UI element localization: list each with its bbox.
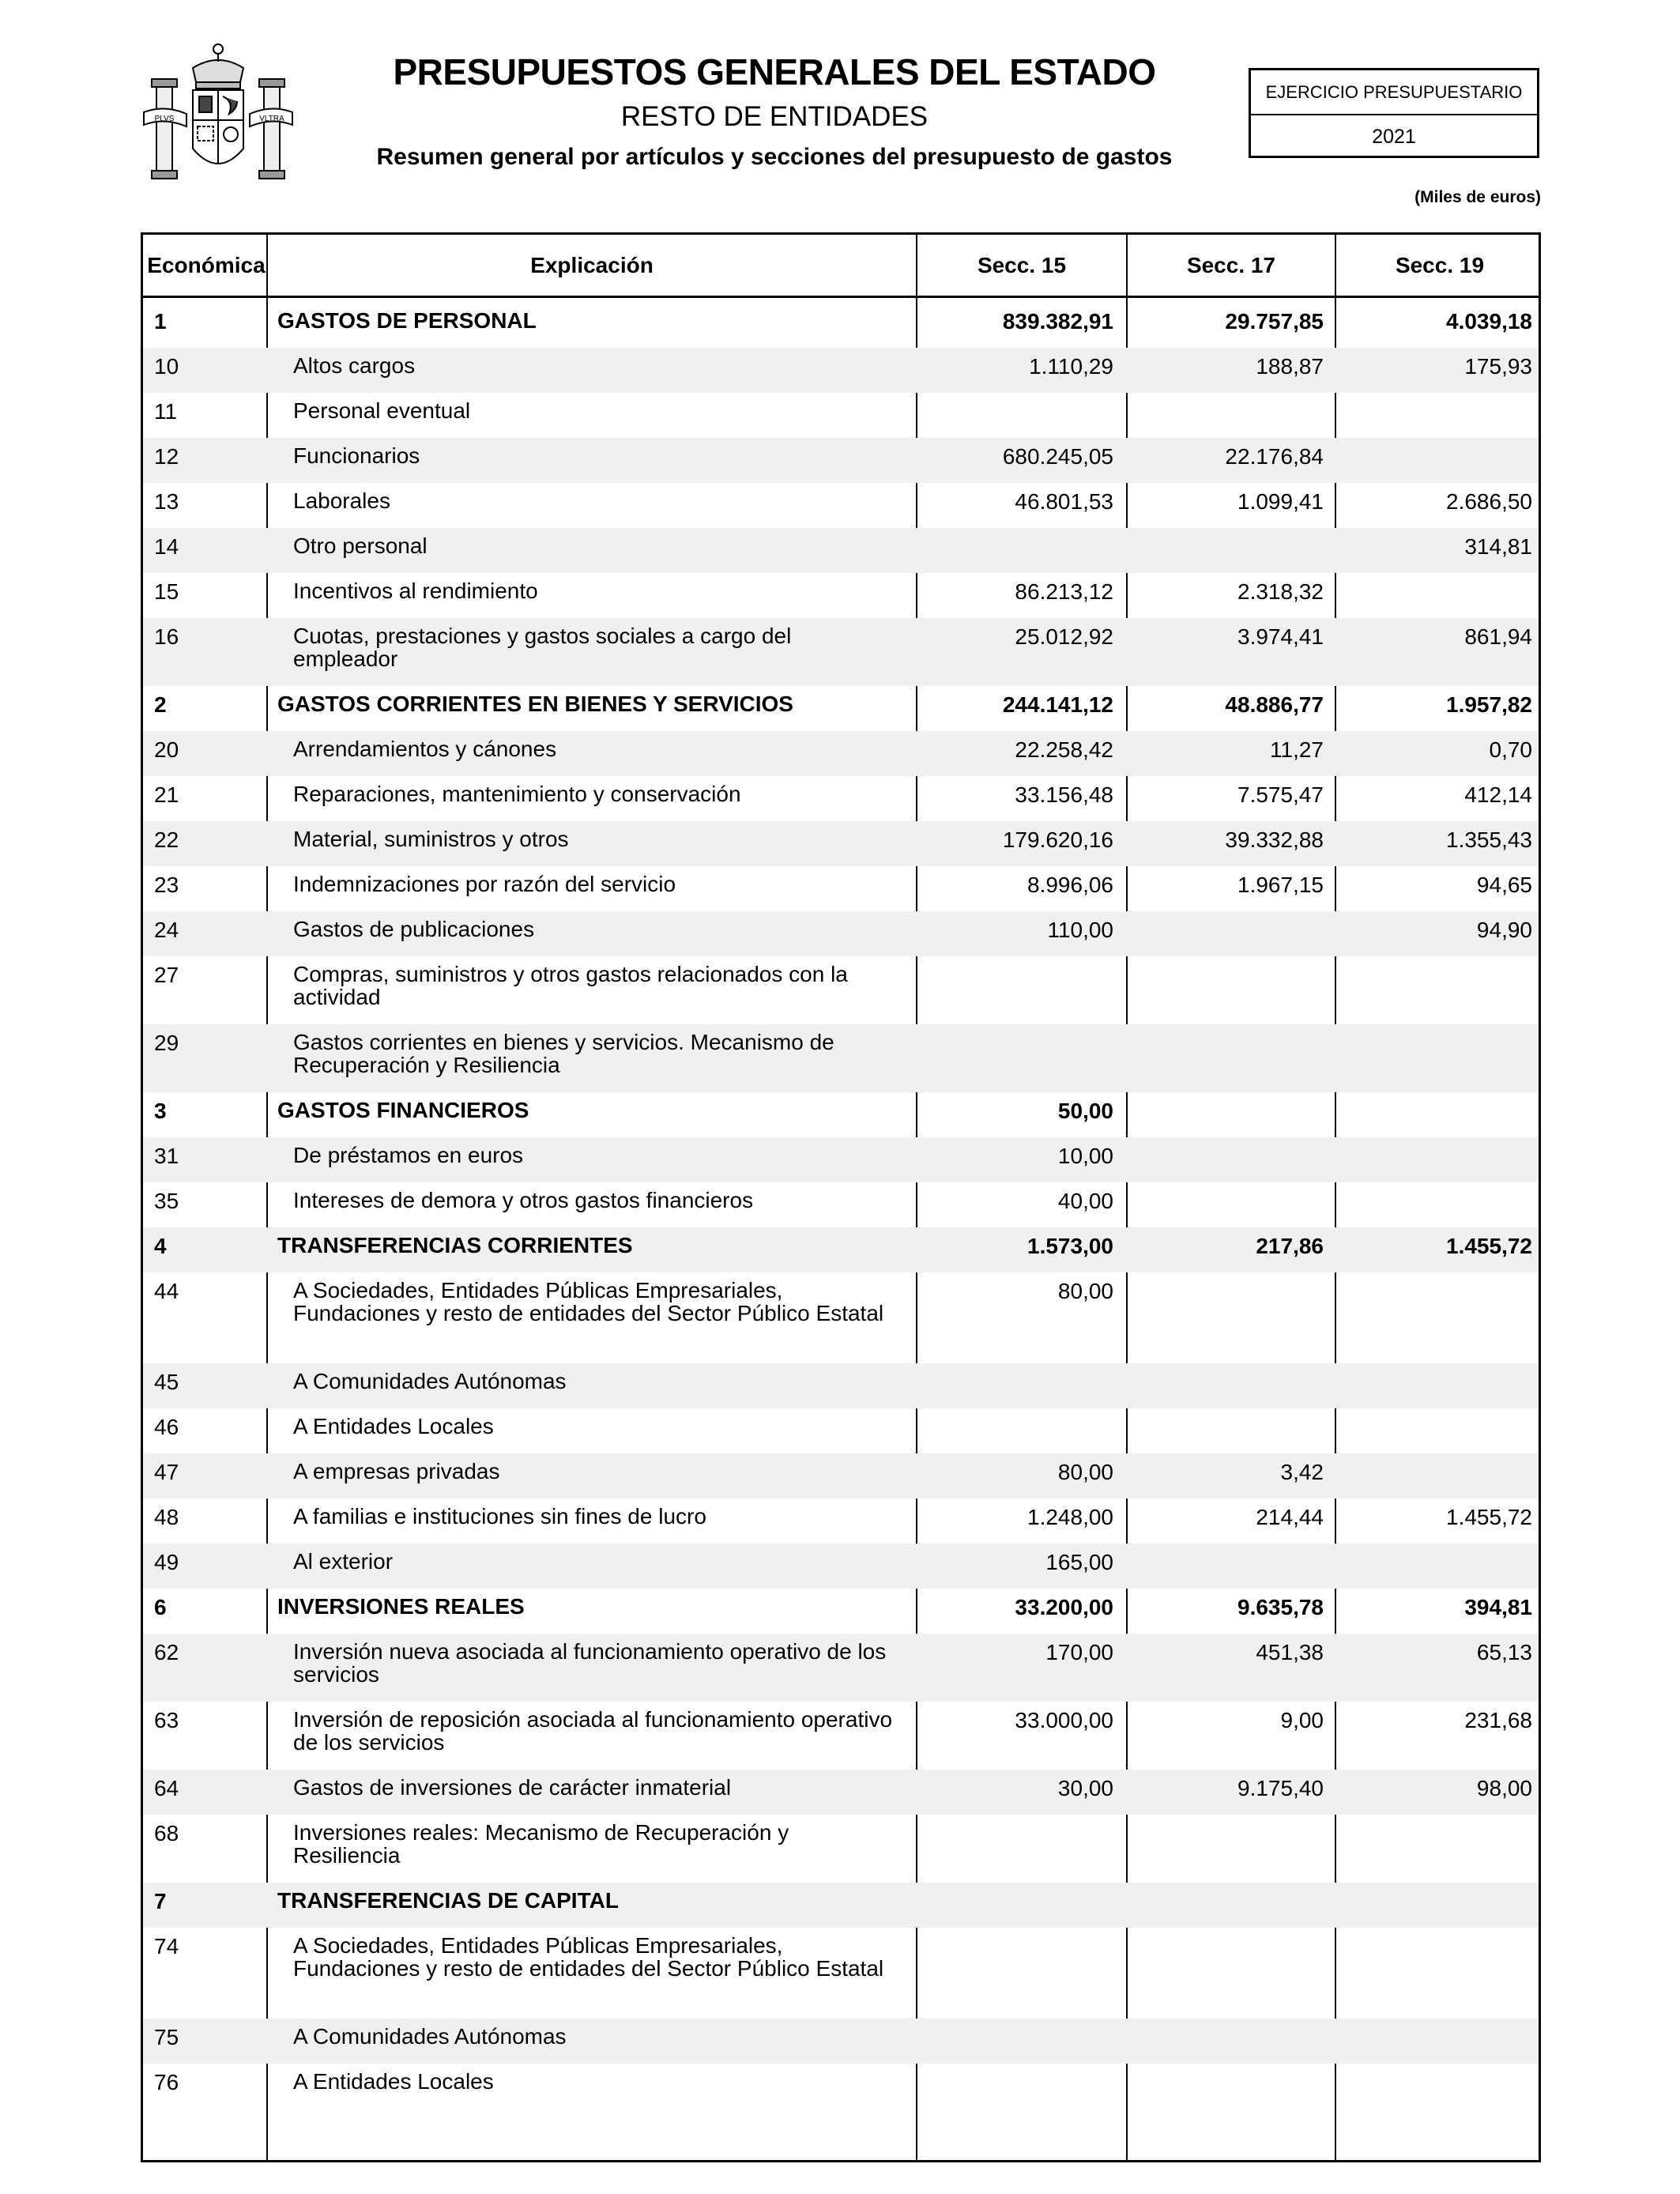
- row-explanation: Gastos de inversiones de carácter inmaterial: [293, 1775, 732, 1800]
- ejercicio-year: 2021: [1372, 126, 1416, 148]
- row-code: 44: [154, 1279, 179, 1303]
- row-secc-19: 1.455,72: [1446, 1505, 1532, 1529]
- row-explanation: GASTOS FINANCIEROS: [277, 1098, 529, 1122]
- row-code: 63: [154, 1708, 179, 1732]
- row-secc-19: 98,00: [1476, 1776, 1532, 1800]
- row-explanation: Arrendamientos y cánones: [293, 737, 557, 761]
- table-row: [143, 956, 1539, 1024]
- row-explanation: Gastos de publicaciones: [293, 917, 535, 941]
- page-description: Resumen general por artículos y secciones del presupuesto de gastos: [376, 144, 1173, 170]
- row-code: 24: [154, 918, 179, 942]
- table-row: [143, 776, 1539, 821]
- row-secc-15: 46.801,53: [1015, 489, 1113, 514]
- row-explanation: De préstamos en euros: [293, 1143, 524, 1167]
- row-secc-19: 412,14: [1464, 782, 1532, 807]
- row-explanation: Reparaciones, mantenimiento y conservación: [293, 782, 741, 806]
- table-row: [143, 573, 1539, 618]
- table-body: [143, 303, 1539, 2109]
- row-secc-15: 170,00: [1045, 1640, 1113, 1664]
- row-explanation: A Sociedades, Entidades Públicas Empresariales, Fundaciones y resto de entidades del Sector Público Estatal: [293, 1933, 884, 1981]
- row-code: 62: [154, 1640, 179, 1664]
- row-code: 47: [154, 1460, 179, 1484]
- row-secc-15: 179.620,16: [1002, 827, 1113, 852]
- row-secc-19: 0,70: [1489, 737, 1532, 762]
- row-code: 75: [154, 2025, 179, 2049]
- page-title: PRESUPUESTOS GENERALES DEL ESTADO: [393, 51, 1156, 92]
- row-code: 14: [154, 534, 179, 559]
- row-secc-17: 9,00: [1280, 1708, 1324, 1732]
- row-explanation: Laborales: [293, 488, 390, 513]
- units-note: (Miles de euros): [1414, 188, 1541, 206]
- row-code: 64: [154, 1776, 179, 1800]
- row-explanation: Inversión nueva asociada al funcionamiento operativo de los servicios: [293, 1639, 887, 1687]
- row-secc-15: 1.573,00: [1027, 1234, 1113, 1258]
- row-explanation: Inversión de reposición asociada al funcionamiento operativo de los servicios: [293, 1707, 893, 1755]
- row-secc-17: 48.886,77: [1225, 692, 1324, 717]
- row-secc-15: 86.213,12: [1015, 579, 1113, 604]
- row-explanation: A Comunidades Autónomas: [293, 1369, 567, 1393]
- row-secc-19: 314,81: [1464, 534, 1532, 559]
- row-secc-19: 231,68: [1464, 1708, 1532, 1732]
- row-secc-17: 9.635,78: [1237, 1595, 1324, 1619]
- table-row: [143, 686, 1539, 731]
- row-secc-17: 2.318,32: [1237, 579, 1324, 604]
- header-secc-19: Secc. 19: [1395, 253, 1485, 277]
- row-secc-15: 33.000,00: [1015, 1708, 1113, 1732]
- ejercicio-box: [1249, 68, 1539, 158]
- title-block: [316, 46, 1233, 179]
- row-code: 22: [154, 827, 179, 852]
- row-secc-15: 165,00: [1045, 1550, 1113, 1574]
- row-code: 76: [154, 2070, 179, 2094]
- row-secc-15: 33.156,48: [1015, 782, 1113, 807]
- header-economica: Económica: [147, 253, 266, 277]
- row-explanation: Intereses de demora y otros gastos financieros: [293, 1188, 754, 1212]
- row-code: 68: [154, 1821, 179, 1845]
- table-row: [143, 731, 1539, 776]
- row-secc-15: 50,00: [1057, 1099, 1113, 1123]
- row-secc-17: 9.175,40: [1237, 1776, 1324, 1800]
- table-row: [143, 528, 1539, 573]
- row-secc-15: 30,00: [1057, 1776, 1113, 1800]
- row-secc-17: 29.757,85: [1225, 309, 1324, 334]
- row-code: 16: [154, 624, 179, 649]
- row-secc-19: 861,94: [1464, 624, 1532, 649]
- row-secc-19: 1.455,72: [1446, 1234, 1532, 1258]
- row-secc-17: 217,86: [1256, 1234, 1324, 1258]
- table-row: [143, 1702, 1539, 1770]
- table-row: [143, 1182, 1539, 1227]
- row-secc-15: 10,00: [1057, 1144, 1113, 1168]
- row-secc-17: 451,38: [1256, 1640, 1324, 1664]
- row-explanation: A familias e instituciones sin fines de lucro: [293, 1504, 706, 1529]
- row-code: 45: [154, 1370, 179, 1394]
- row-secc-15: 839.382,91: [1002, 309, 1113, 334]
- table-row: [143, 1453, 1539, 1498]
- table-row: [143, 1137, 1539, 1182]
- row-code: 46: [154, 1415, 179, 1439]
- row-explanation: A Comunidades Autónomas: [293, 2024, 567, 2049]
- table-row: [143, 303, 1539, 348]
- table-row: [143, 1589, 1539, 1634]
- row-secc-19: 394,81: [1464, 1595, 1532, 1619]
- row-secc-15: 8.996,06: [1027, 873, 1113, 897]
- row-secc-15: 110,00: [1047, 918, 1113, 942]
- row-code: 74: [154, 1934, 179, 1958]
- row-code: 3: [154, 1099, 167, 1123]
- row-code: 11: [154, 399, 178, 424]
- row-secc-15: 22.258,42: [1015, 737, 1113, 762]
- table-row: [143, 438, 1539, 483]
- row-code: 20: [154, 737, 179, 762]
- budget-table: [141, 232, 1541, 2162]
- table-row: [143, 348, 1539, 393]
- row-explanation: Otro personal: [293, 533, 428, 558]
- row-explanation: INVERSIONES REALES: [277, 1594, 525, 1619]
- header-secc-15: Secc. 15: [977, 253, 1067, 277]
- table-row: [143, 2019, 1539, 2064]
- table-row: [143, 1770, 1539, 1815]
- svg-text:VLTRA: VLTRA: [259, 115, 284, 123]
- row-code: 12: [154, 444, 179, 469]
- row-explanation: Gastos corrientes en bienes y servicios. Mecanismo de Recuperación y Resiliencia: [293, 1030, 834, 1077]
- row-secc-15: 25.012,92: [1015, 624, 1113, 649]
- row-explanation: Material, suministros y otros: [293, 827, 569, 851]
- row-secc-15: 80,00: [1057, 1460, 1113, 1484]
- table-row: [143, 1272, 1539, 1363]
- row-secc-19: 175,93: [1464, 354, 1532, 379]
- row-code: 23: [154, 873, 179, 897]
- row-explanation: TRANSFERENCIAS DE CAPITAL: [277, 1888, 619, 1913]
- row-explanation: Compras, suministros y otros gastos relacionados con la actividad: [293, 962, 848, 1009]
- row-secc-15: 33.200,00: [1015, 1595, 1113, 1619]
- header-explicacion: Explicación: [530, 253, 654, 277]
- row-code: 13: [154, 489, 179, 514]
- row-secc-17: 39.332,88: [1225, 827, 1324, 852]
- row-code: 35: [154, 1189, 179, 1213]
- row-explanation: A Entidades Locales: [293, 2069, 494, 2094]
- row-code: 7: [154, 1889, 167, 1913]
- table-row: [143, 866, 1539, 911]
- row-code: 31: [154, 1144, 179, 1168]
- row-secc-19: 2.686,50: [1446, 489, 1532, 514]
- row-secc-17: 188,87: [1256, 354, 1324, 379]
- row-secc-19: 1.957,82: [1446, 692, 1532, 717]
- row-explanation: Altos cargos: [293, 353, 416, 378]
- svg-text:PLVS: PLVS: [154, 115, 175, 123]
- table-row: [143, 483, 1539, 528]
- row-secc-19: 4.039,18: [1446, 309, 1532, 334]
- table-header: [143, 235, 1539, 298]
- row-code: 6: [154, 1595, 167, 1619]
- row-secc-19: 94,90: [1476, 918, 1532, 942]
- row-explanation: Funcionarios: [293, 443, 420, 468]
- table-row: [143, 1363, 1539, 1408]
- row-explanation: Personal eventual: [293, 398, 471, 423]
- row-secc-17: 1.967,15: [1237, 873, 1324, 897]
- table-row: [143, 1883, 1539, 1928]
- row-code: 48: [154, 1505, 179, 1529]
- row-secc-15: 80,00: [1057, 1279, 1113, 1303]
- table-row: [143, 911, 1539, 956]
- row-secc-19: 94,65: [1476, 873, 1532, 897]
- row-code: 10: [154, 354, 179, 379]
- row-code: 21: [154, 782, 179, 807]
- row-secc-19: 65,13: [1476, 1640, 1532, 1664]
- row-code: 49: [154, 1550, 179, 1574]
- row-secc-15: 1.110,29: [1029, 354, 1113, 379]
- row-secc-17: 7.575,47: [1237, 782, 1324, 807]
- table-row: [143, 1815, 1539, 1883]
- row-secc-17: 214,44: [1256, 1505, 1324, 1529]
- row-explanation: A Entidades Locales: [293, 1414, 494, 1438]
- row-explanation: Cuotas, prestaciones y gastos sociales a cargo del empleador: [293, 624, 792, 671]
- row-code: 2: [154, 692, 167, 717]
- ejercicio-label: EJERCICIO PRESUPUESTARIO: [1251, 70, 1537, 115]
- row-explanation: Inversiones reales: Mecanismo de Recuperación y Resiliencia: [293, 1820, 789, 1868]
- row-explanation: TRANSFERENCIAS CORRIENTES: [277, 1233, 633, 1257]
- table-row: [143, 2064, 1539, 2109]
- table-row: [143, 1544, 1539, 1589]
- row-secc-17: 22.176,84: [1225, 444, 1324, 469]
- row-secc-19: 1.355,43: [1446, 827, 1532, 852]
- row-secc-17: 1.099,41: [1237, 489, 1324, 514]
- row-code: 29: [154, 1031, 179, 1055]
- row-explanation: A Sociedades, Entidades Públicas Empresariales, Fundaciones y resto de entidades del Sector Público Estatal: [293, 1278, 884, 1325]
- table-row: [143, 1634, 1539, 1702]
- header-secc-17: Secc. 17: [1186, 253, 1276, 277]
- table-row: [143, 1024, 1539, 1092]
- row-explanation: A empresas privadas: [293, 1459, 500, 1483]
- page-subtitle: RESTO DE ENTIDADES: [620, 101, 929, 132]
- row-secc-15: 1.248,00: [1027, 1505, 1113, 1529]
- row-secc-17: 3,42: [1280, 1460, 1324, 1484]
- row-secc-17: 11,27: [1270, 737, 1324, 762]
- row-explanation: Al exterior: [293, 1549, 394, 1574]
- table-row: [143, 1498, 1539, 1544]
- row-secc-15: 244.141,12: [1002, 692, 1113, 717]
- row-secc-15: 680.245,05: [1002, 444, 1113, 469]
- table-row: [143, 1928, 1539, 2019]
- row-secc-15: 40,00: [1057, 1189, 1113, 1213]
- coat-of-arms-icon: [141, 38, 296, 193]
- row-explanation: GASTOS DE PERSONAL: [277, 308, 537, 333]
- row-code: 27: [154, 963, 179, 987]
- table-row: [143, 1092, 1539, 1137]
- table-row: [143, 1227, 1539, 1272]
- table-row: [143, 618, 1539, 686]
- table-row: [143, 393, 1539, 438]
- row-explanation: Incentivos al rendimiento: [293, 579, 538, 603]
- row-secc-17: 3.974,41: [1237, 624, 1324, 649]
- row-code: 15: [154, 579, 179, 604]
- row-code: 1: [154, 309, 167, 334]
- row-explanation: GASTOS CORRIENTES EN BIENES Y SERVICIOS: [277, 692, 793, 716]
- table-row: [143, 1408, 1539, 1453]
- row-code: 4: [154, 1234, 167, 1258]
- table-row: [143, 821, 1539, 866]
- row-explanation: Indemnizaciones por razón del servicio: [293, 872, 676, 896]
